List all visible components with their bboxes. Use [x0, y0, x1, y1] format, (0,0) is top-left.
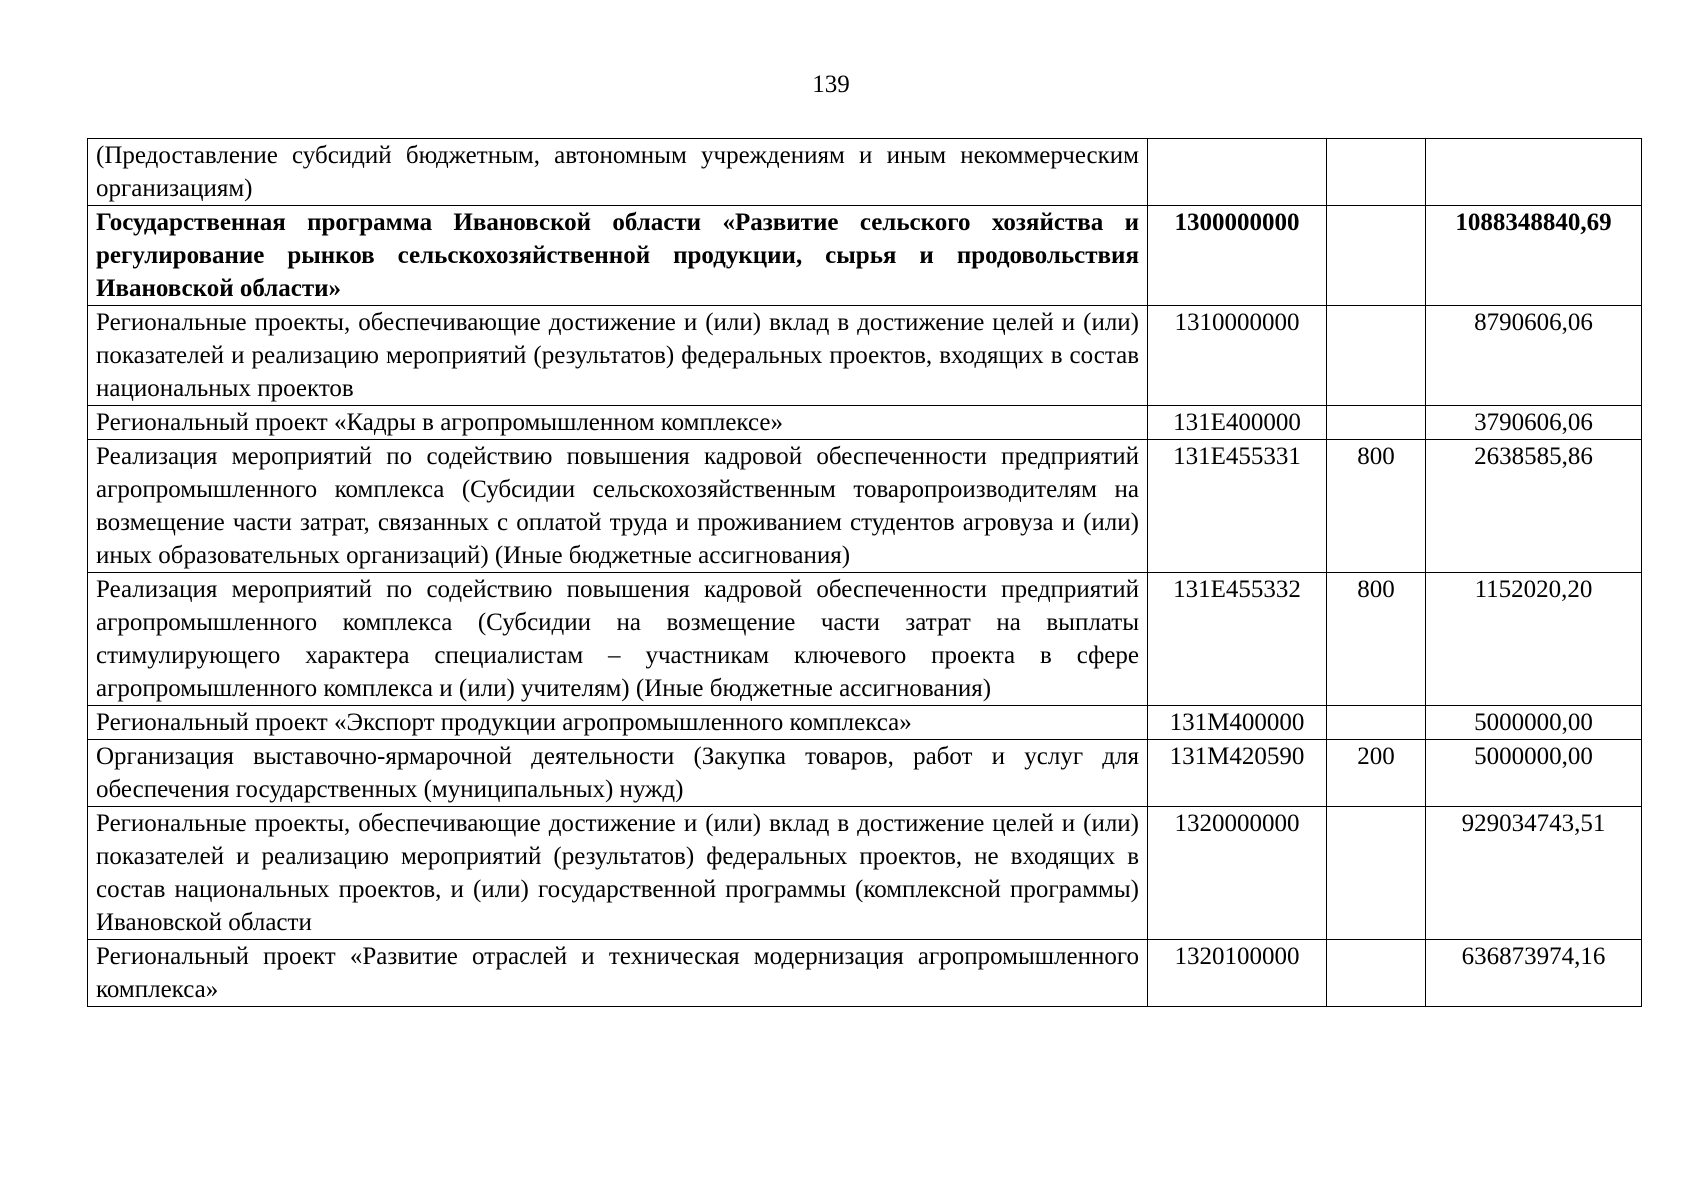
row-target-article-cell: 131Е455332 — [1148, 573, 1327, 706]
row-expense-type-cell — [1327, 706, 1426, 740]
row-amount-cell: 1152020,20 — [1426, 573, 1642, 706]
row-name-cell: Организация выставочно-ярмарочной деятельности (Закупка товаров, работ и услуг для обеспечения государственных (муниципальных) нужд) — [88, 740, 1148, 807]
table-row — [88, 573, 1642, 706]
row-target-article-cell: 131Е455331 — [1148, 440, 1327, 573]
budget-table-body — [88, 139, 1642, 1007]
row-expense-type-cell — [1327, 940, 1426, 1007]
row-expense-type-cell — [1327, 807, 1426, 940]
page-number: 139 — [812, 71, 850, 98]
budget-table — [87, 138, 1642, 1007]
table-row — [88, 206, 1642, 306]
row-amount-cell — [1426, 139, 1642, 206]
table-row — [88, 440, 1642, 573]
row-expense-type-cell: 800 — [1327, 440, 1426, 573]
row-name-cell: Региональные проекты, обеспечивающие достижение и (или) вклад в достижение целей и (или) показателей и реализацию мероприятий (результатов) федеральных проектов, входящих в состав национальных проектов — [88, 306, 1148, 406]
row-name-cell: Региональный проект «Экспорт продукции агропромышленного комплекса» — [88, 706, 1148, 740]
row-name-cell: Государственная программа Ивановской области «Развитие сельского хозяйства и регулирование рынков сельскохозяйственной продукции, сырья и продовольствия Ивановской области» — [88, 206, 1148, 306]
row-expense-type-cell — [1327, 139, 1426, 206]
row-target-article-cell: 1310000000 — [1148, 306, 1327, 406]
row-target-article-cell: 1320000000 — [1148, 807, 1327, 940]
row-expense-type-cell: 200 — [1327, 740, 1426, 807]
row-amount-cell: 636873974,16 — [1426, 940, 1642, 1007]
row-amount-cell: 5000000,00 — [1426, 706, 1642, 740]
table-row — [88, 706, 1642, 740]
table-row — [88, 306, 1642, 406]
row-amount-cell: 1088348840,69 — [1426, 206, 1642, 306]
row-target-article-cell: 131М420590 — [1148, 740, 1327, 807]
row-target-article-cell: 131М400000 — [1148, 706, 1327, 740]
row-target-article-cell: 1300000000 — [1148, 206, 1327, 306]
row-name-cell: Реализация мероприятий по содействию повышения кадровой обеспеченности предприятий агропромышленного комплекса (Субсидии сельскохозяйственным товаропроизводителям на возмещение части затрат, связанных с оплатой труда и проживанием студентов агровуза и (или) иных образовательных организаций) (Иные бюджетные ассигнования) — [88, 440, 1148, 573]
row-expense-type-cell — [1327, 406, 1426, 440]
table-row — [88, 139, 1642, 206]
table-row — [88, 740, 1642, 807]
row-name-cell: Региональный проект «Развитие отраслей и техническая модернизация агропромышленного комплекса» — [88, 940, 1148, 1007]
row-amount-cell: 2638585,86 — [1426, 440, 1642, 573]
row-target-article-cell: 131Е400000 — [1148, 406, 1327, 440]
row-name-cell: Региональный проект «Кадры в агропромышленном комплексе» — [88, 406, 1148, 440]
row-name-cell: (Предоставление субсидий бюджетным, автономным учреждениям и иным некоммерческим организациям) — [88, 139, 1148, 206]
row-expense-type-cell: 800 — [1327, 573, 1426, 706]
table-row — [88, 406, 1642, 440]
row-name-cell: Реализация мероприятий по содействию повышения кадровой обеспеченности предприятий агропромышленного комплекса (Субсидии на возмещение части затрат на выплаты стимулирующего характера специалистам – участникам ключевого проекта в сфере агропромышленного комплекса и (или) учителям) (Иные бюджетные ассигнования) — [88, 573, 1148, 706]
row-name-cell: Региональные проекты, обеспечивающие достижение и (или) вклад в достижение целей и (или) показателей и реализацию мероприятий (результатов) федеральных проектов, не входящих в состав национальных проектов, и (или) государственной программы (комплексной программы) Ивановской области — [88, 807, 1148, 940]
row-amount-cell: 5000000,00 — [1426, 740, 1642, 807]
table-row — [88, 807, 1642, 940]
row-amount-cell: 8790606,06 — [1426, 306, 1642, 406]
row-amount-cell: 3790606,06 — [1426, 406, 1642, 440]
row-expense-type-cell — [1327, 206, 1426, 306]
row-amount-cell: 929034743,51 — [1426, 807, 1642, 940]
row-expense-type-cell — [1327, 306, 1426, 406]
table-row — [88, 940, 1642, 1007]
row-target-article-cell — [1148, 139, 1327, 206]
row-target-article-cell: 1320100000 — [1148, 940, 1327, 1007]
